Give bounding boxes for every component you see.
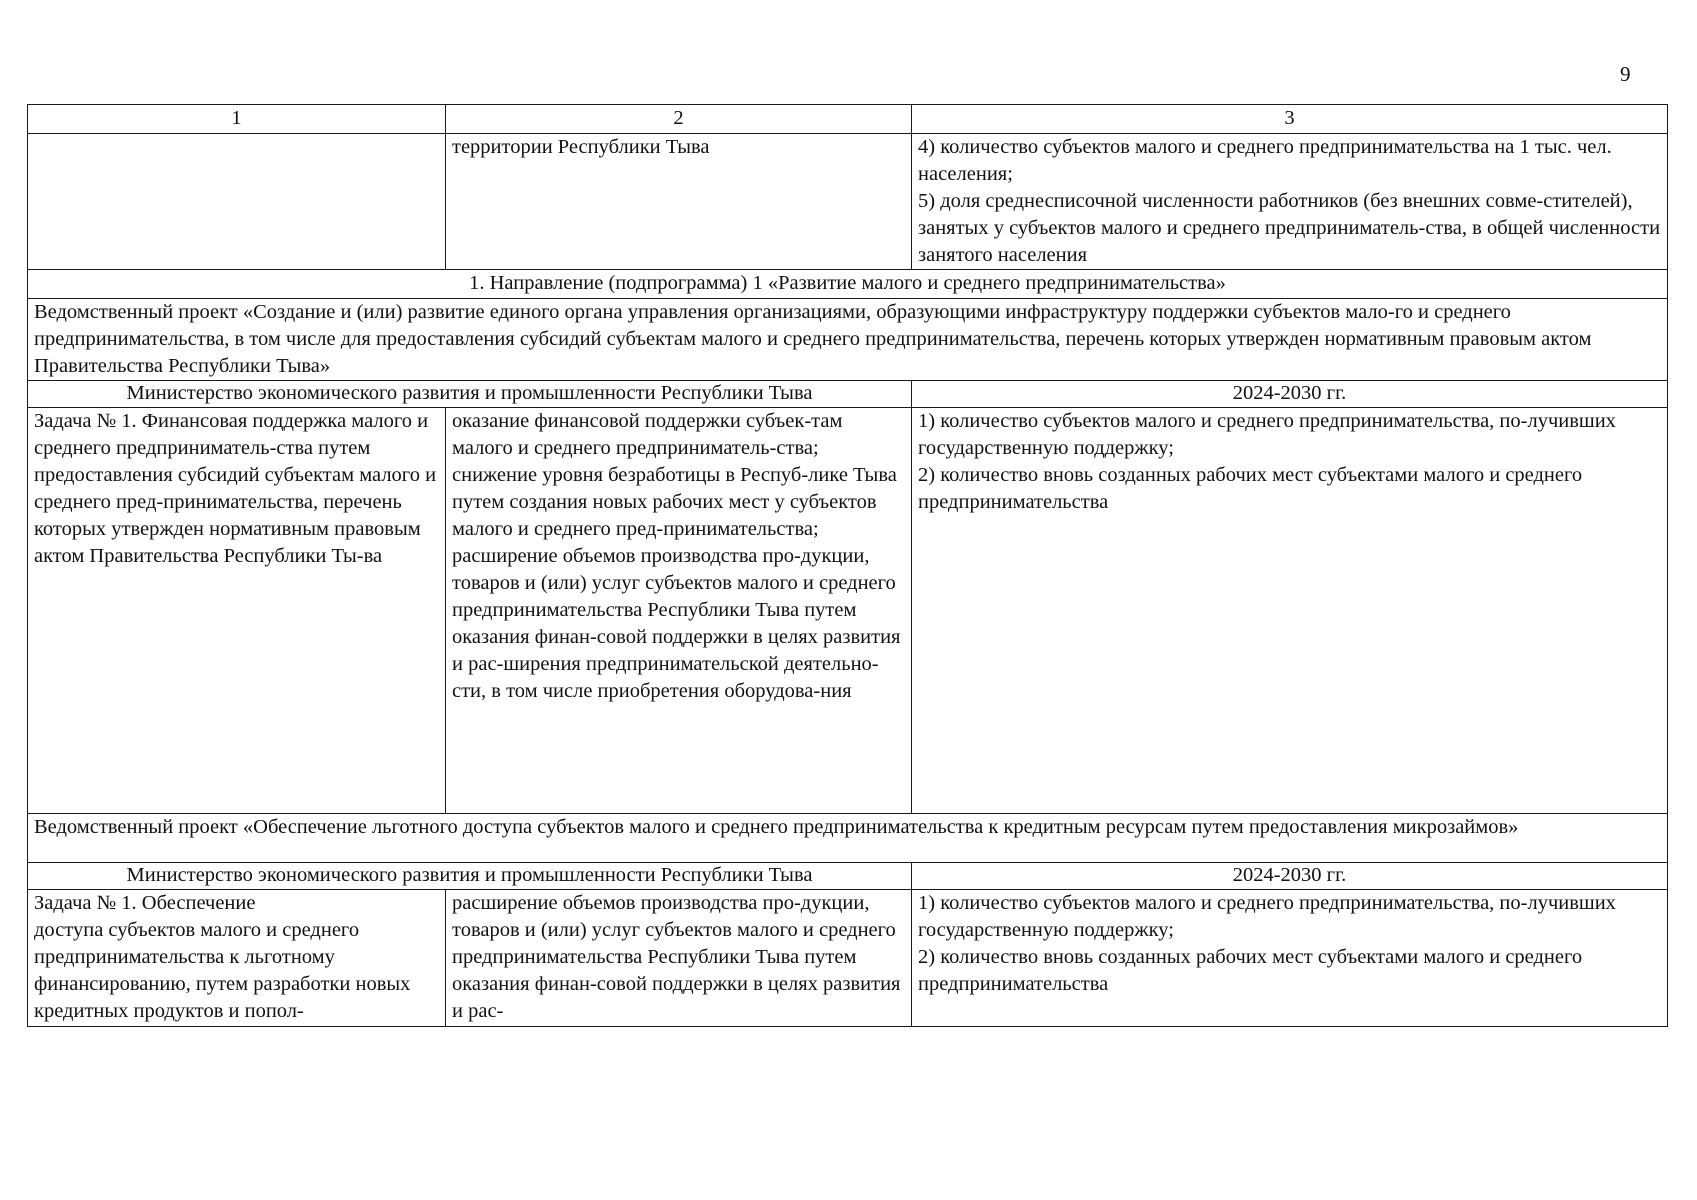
- ministry-name-2: Министерство экономического развития и промышленности Республики Тыва: [28, 863, 912, 890]
- ministry-name-1: Министерство экономического развития и промышленности Республики Тыва: [28, 381, 912, 408]
- effects-1: оказание финансовой поддержки субъек-там малого и среднего предприниматель-ства; снижение уровня безработицы в Респуб-лике Тыва путем создания новых рабочих мест у субъектов малого и среднего пред-принимательства; расширение объемов производства про-дукции, товаров и (или) услуг субъектов малого и среднего предпринимательства Республики Тыва путем оказания финан-совой поддержки в целях развития и рас-ширения предпринимательской деятельно-сти, в том числе приобретения оборудова-ния: [446, 408, 912, 814]
- indicators-2: 1) количество субъектов малого и среднего предпринимательства, по-лучивших государственную поддержку; 2) количество вновь созданных рабочих мест субъектами малого и среднего предпринимательства: [912, 890, 1668, 1027]
- section-row: [28, 270, 1668, 299]
- header-row: [28, 105, 1668, 134]
- continuation-col2: территории Республики Тыва: [446, 134, 912, 270]
- task-1: Задача № 1. Финансовая поддержка малого и среднего предприниматель-ства путем предоставления субсидий субъектам малого и среднего пред-принимательства, перечень которых утвержден нормативным правовым актом Правительства Республики Ты-ва: [28, 408, 446, 814]
- column-header-2: 2: [446, 105, 912, 134]
- program-table: [27, 104, 1668, 1027]
- ministry-row-2: [28, 863, 1668, 890]
- continuation-col1: [28, 134, 446, 270]
- continuation-row: [28, 134, 1668, 270]
- period-1: 2024-2030 гг.: [912, 381, 1668, 408]
- project-title-1: Ведомственный проект «Создание и (или) развитие единого органа управления организациями, образующими инфраструктуру поддержки субъектов мало-го и среднего предпринимательства, в том числе для предоставления субсидий субъектам малого и среднего предпринимательства, перечень которых утвержден нормативным правовым актом Правительства Республики Тыва»: [28, 299, 1668, 381]
- task-row-1: [28, 408, 1668, 814]
- column-header-1: 1: [28, 105, 446, 134]
- period-2: 2024-2030 гг.: [912, 863, 1668, 890]
- indicators-1: 1) количество субъектов малого и среднего предпринимательства, по-лучивших государственную поддержку; 2) количество вновь созданных рабочих мест субъектами малого и среднего предпринимательства: [912, 408, 1668, 814]
- effects-2: расширение объемов производства про-дукции, товаров и (или) услуг субъектов малого и среднего предпринимательства Республики Тыва путем оказания финан-совой поддержки в целях развития и рас-: [446, 890, 912, 1027]
- section-title: 1. Направление (подпрограмма) 1 «Развитие малого и среднего предпринимательства»: [28, 270, 1668, 299]
- task-2: Задача № 1. Обеспечение доступа субъектов малого и среднего предпринимательства к льготному финансированию, путем разработки новых кредитных продуктов и попол-: [28, 890, 446, 1027]
- continuation-col3: 4) количество субъектов малого и среднего предпринимательства на 1 тыс. чел. населения; 5) доля среднесписочной численности работников (без внешних совме-стителей), занятых у субъектов малого и среднего предприниматель-ства, в общей численности занятого населения: [912, 134, 1668, 270]
- project-row-2: [28, 814, 1668, 863]
- project-title-2: Ведомственный проект «Обеспечение льготного доступа субъектов малого и среднего предпринимательства к кредитным ресурсам путем предоставления микрозаймов»: [28, 814, 1668, 863]
- project-row-1: [28, 299, 1668, 381]
- page-number: 9: [1620, 62, 1631, 86]
- ministry-row-1: [28, 381, 1668, 408]
- column-header-3: 3: [912, 105, 1668, 134]
- task-row-2: [28, 890, 1668, 1027]
